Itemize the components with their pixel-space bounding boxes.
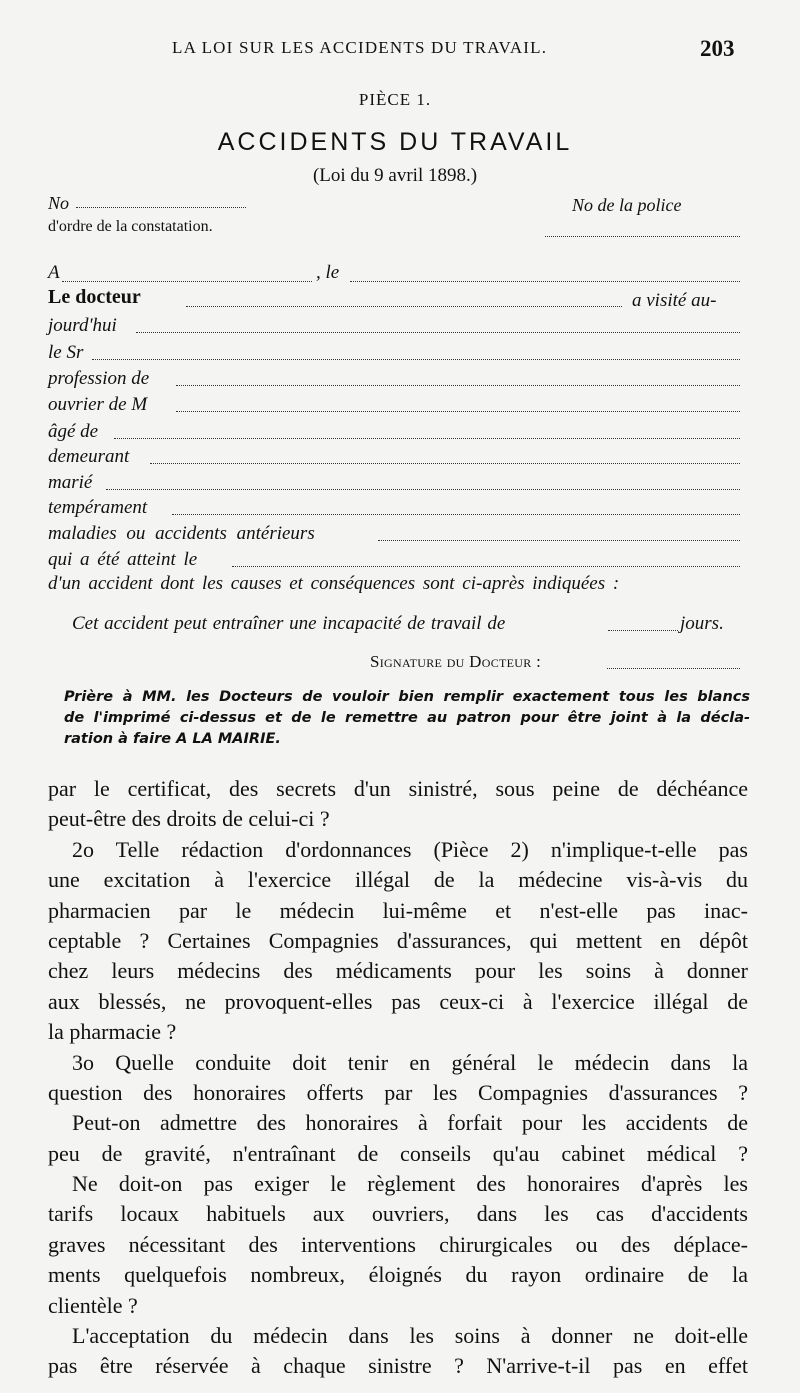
field-age-blank (114, 438, 740, 439)
text-line: tarifs locaux habituels aux ouvriers, dans les cas d'accidents (48, 1201, 748, 1227)
field-temperament-blank (172, 514, 740, 515)
form-subtitle: (Loi du 9 avril 1898.) (312, 165, 478, 186)
text-line: 3o Quelle conduite doit tenir en général le médecin dans la (72, 1049, 748, 1075)
text-line: par le certificat, des secrets d'un sinistré, sous peine de déchéance (48, 776, 748, 801)
text-line: graves nécessitant des interventions chirurgicales ou des déplace- (48, 1231, 748, 1257)
field-temperament: tempérament (48, 497, 148, 518)
text-line: chez leurs médecins des médicaments pour les soins à donner (48, 958, 748, 984)
date-label: , le (316, 262, 340, 283)
text-line: une excitation à l'exercice illégal de la médecine vis-à-vis du (48, 867, 748, 893)
instruction-note (64, 689, 750, 752)
form-title: ACCIDENTS DU TRAVAIL (217, 128, 573, 156)
field-today-blank (136, 332, 740, 333)
place-label: A (48, 262, 60, 283)
field-residence-blank (150, 463, 740, 464)
field-previous-illness-blank (378, 540, 740, 541)
signature-blank (607, 668, 740, 669)
text-line: pas être réservée à chaque sinistre ? N'arrive-t-il pas en effet (48, 1353, 748, 1379)
field-sieur: le Sr (48, 342, 84, 363)
field-previous-illness: maladies ou accidents antérieurs (48, 523, 315, 544)
order-number-label: No (48, 193, 70, 213)
police-number-label: No de la police (572, 195, 682, 215)
field-employer-blank (176, 411, 740, 412)
text-line: la pharmacie ? (48, 1019, 177, 1045)
order-number-blank (76, 207, 246, 208)
text-line: ceptable ? Certaines Compagnies d'assurances, qui mettent en dépôt (48, 927, 748, 953)
page-number: 203 (700, 36, 735, 61)
field-age: âgé de (48, 421, 99, 442)
field-injury-date: qui a été atteint le (48, 549, 198, 570)
text-line: peu de gravité, n'entraînant de conseils qu'au cabinet médical ? (48, 1140, 748, 1166)
note-line: de l'imprimé ci-dessus et de le remettre au patron pour être joint à la décla- (64, 710, 750, 726)
text-line: clientèle ? (48, 1292, 138, 1318)
field-profession-blank (176, 385, 740, 386)
text-line: peut-être des droits de celui-ci ? (48, 806, 330, 832)
note-line: ration à faire A LA MAIRIE. (64, 731, 281, 747)
field-today: jourd'hui (48, 315, 117, 336)
place-blank (62, 281, 312, 282)
note-line: Prière à MM. les Docteurs de vouloir bien remplir exactement tous les blancs (64, 689, 750, 705)
text-line: pharmacien par le médecin lui-même et n'est-elle pas inac- (48, 897, 748, 923)
text-line: question des honoraires offerts par les Compagnies d'assurances ? (48, 1079, 748, 1105)
field-injury-date-blank (232, 566, 740, 567)
field-employer: ouvrier de M (48, 394, 148, 415)
text-line: aux blessés, ne provoquent-elles pas ceux-ci à l'exercice illégal de (48, 988, 748, 1014)
text-line: 2o Telle rédaction d'ordonnances (Pièce 2) n'implique-t-elle pas (72, 836, 748, 862)
piece-label: PIÈCE 1. (358, 90, 432, 109)
running-title: LA LOI SUR LES ACCIDENTS DU TRAVAIL. (172, 38, 548, 57)
text-line: Ne doit-on pas exiger le règlement des honoraires d'après les (72, 1171, 748, 1197)
days-label: jours. (680, 613, 724, 634)
incapacity-days-blank (608, 630, 678, 631)
date-blank (350, 281, 740, 282)
order-caption: d'ordre de la constatation. (48, 218, 213, 235)
accident-statement: d'un accident dont les causes et conséquences sont ci-après indiquées : (48, 573, 620, 594)
field-sieur-blank (92, 359, 740, 360)
doctor-blank (186, 306, 622, 307)
doctor-label: Le docteur (48, 286, 141, 308)
field-profession: profession de (48, 368, 150, 389)
visited-label: a visité au- (632, 290, 717, 311)
signature-label: Signature du Docteur : (370, 652, 542, 671)
text-line: ments quelquefois nombreux, éloignés du rayon ordinaire de la (48, 1262, 748, 1288)
body-text (48, 774, 748, 1382)
police-number-blank (545, 236, 740, 237)
field-married-blank (106, 489, 740, 490)
field-residence: demeurant (48, 446, 130, 467)
incapacity-label: Cet accident peut entraîner une incapacité de travail de (72, 613, 506, 634)
text-line: Peut-on admettre des honoraires à forfait pour les accidents de (72, 1110, 748, 1136)
field-married: marié (48, 472, 93, 493)
text-line: L'acceptation du médecin dans les soins à donner ne doit-elle (72, 1323, 748, 1349)
